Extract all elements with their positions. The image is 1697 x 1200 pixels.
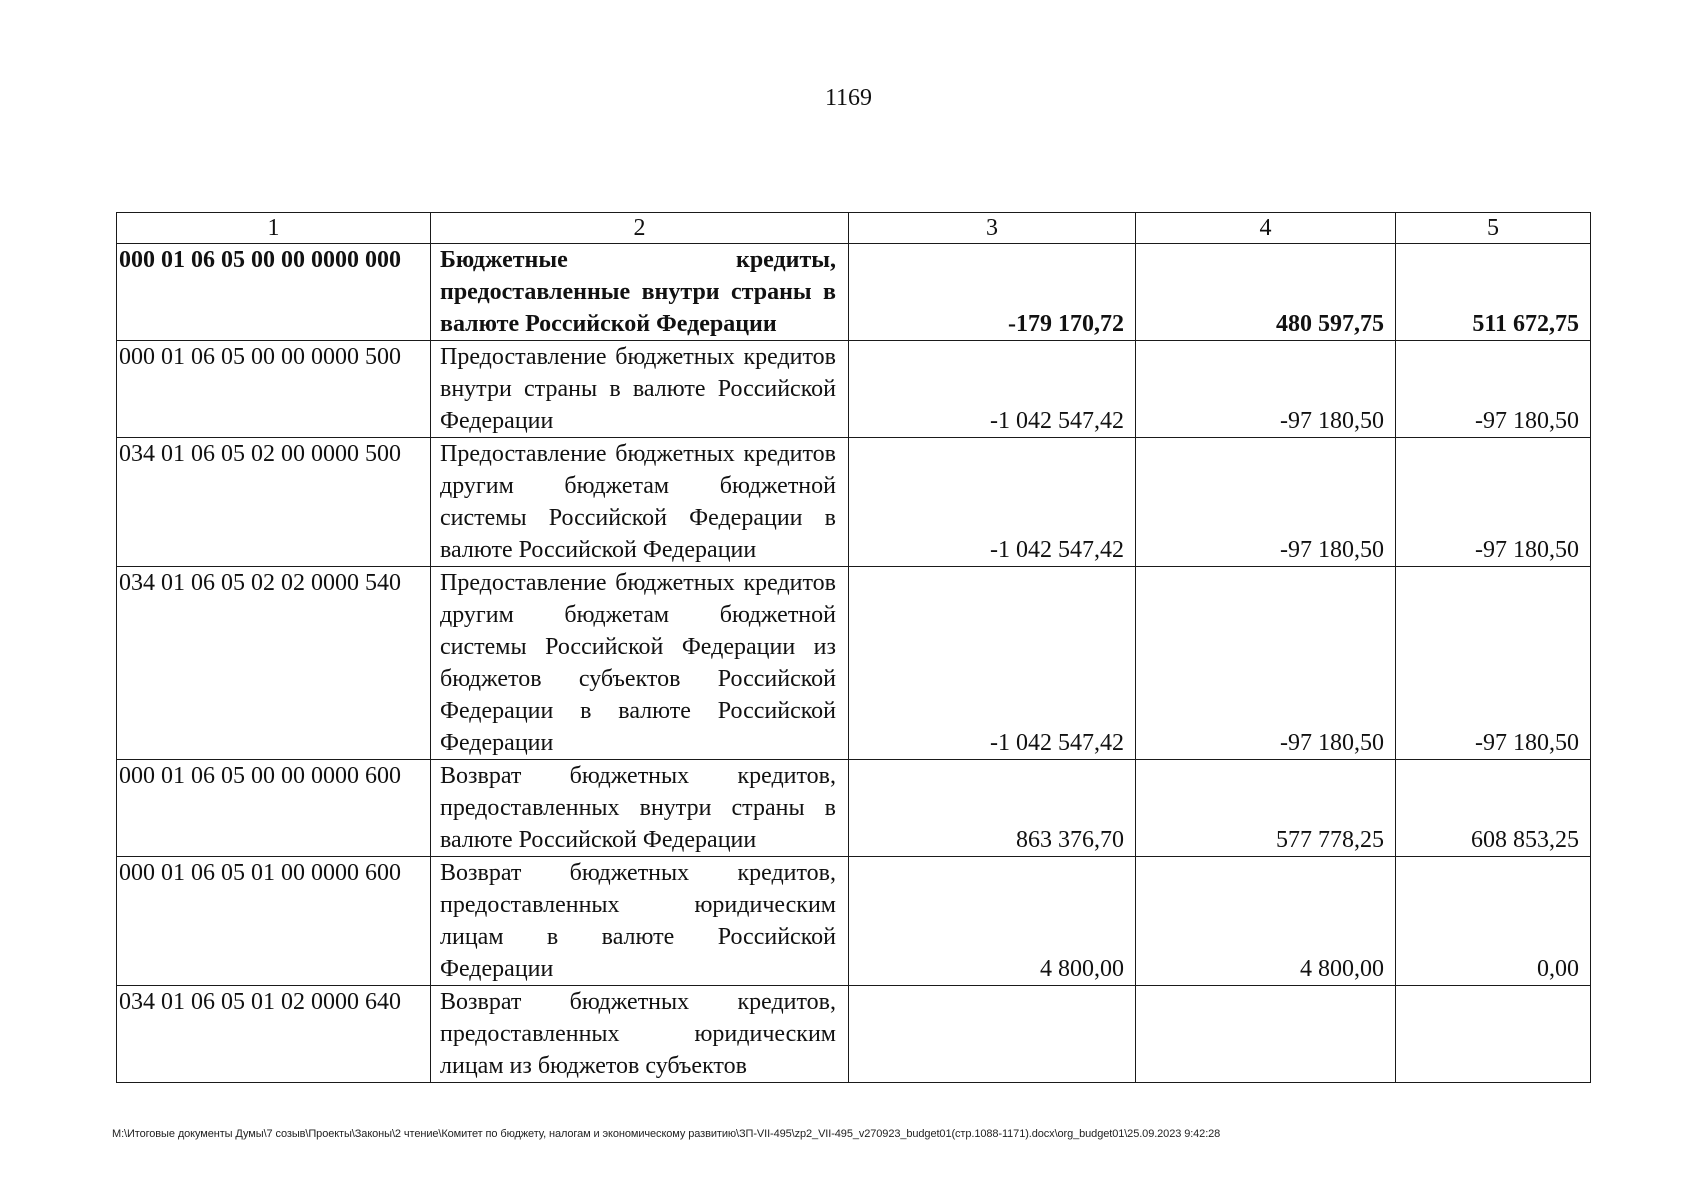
row-description: Возврат бюджетных кредитов, предоставленных внутри страны в валюте Российской Федерации	[431, 760, 849, 857]
value-col5: 0,00	[1396, 857, 1591, 986]
value-col5	[1396, 986, 1591, 1083]
column-header-2: 2	[431, 213, 849, 244]
budget-code: 000 01 06 05 00 00 0000 000	[117, 244, 431, 341]
budget-code: 000 01 06 05 00 00 0000 600	[117, 760, 431, 857]
column-header-5: 5	[1396, 213, 1591, 244]
value-col4: -97 180,50	[1136, 438, 1396, 567]
budget-code: 000 01 06 05 00 00 0000 500	[117, 341, 431, 438]
value-col3	[849, 986, 1136, 1083]
value-col4	[1136, 986, 1396, 1083]
value-col3: 4 800,00	[849, 857, 1136, 986]
value-col5: -97 180,50	[1396, 438, 1591, 567]
budget-code: 034 01 06 05 02 00 0000 500	[117, 438, 431, 567]
footer-file-path: М:\Итоговые документы Думы\7 созыв\Проекты\Законы\2 чтение\Комитет по бюджету, налогам и экономическому развитию\ЗП-VII-495\zp2_VII-495_v270923_budget01(стр.1088-1171).docx\org_budget01\25.09.2023 9:42:28	[112, 1128, 1221, 1140]
budget-code: 000 01 06 05 01 00 0000 600	[117, 857, 431, 986]
budget-code: 034 01 06 05 01 02 0000 640	[117, 986, 431, 1083]
value-col5: -97 180,50	[1396, 567, 1591, 760]
table-row	[117, 986, 1591, 1083]
table-row	[117, 857, 1591, 986]
value-col3: -1 042 547,42	[849, 341, 1136, 438]
value-col5: 608 853,25	[1396, 760, 1591, 857]
row-description: Предоставление бюджетных кредитов внутри страны в валюте Российской Федерации	[431, 341, 849, 438]
table-row	[117, 567, 1591, 760]
row-description: Бюджетные кредиты, предоставленные внутри страны в валюте Российской Федерации	[431, 244, 849, 341]
row-description: Возврат бюджетных кредитов, предоставленных юридическим лицам из бюджетов субъектов	[431, 986, 849, 1083]
row-description: Предоставление бюджетных кредитов другим бюджетам бюджетной системы Российской Федерации из бюджетов субъектов Российской Федерации в валюте Российской Федерации	[431, 567, 849, 760]
value-col5: -97 180,50	[1396, 341, 1591, 438]
value-col3: -1 042 547,42	[849, 567, 1136, 760]
value-col4: 4 800,00	[1136, 857, 1396, 986]
table-row	[117, 244, 1591, 341]
value-col4: 577 778,25	[1136, 760, 1396, 857]
table-row	[117, 760, 1591, 857]
value-col3: -179 170,72	[849, 244, 1136, 341]
value-col4: -97 180,50	[1136, 567, 1396, 760]
table-header-row	[117, 213, 1591, 244]
row-description: Предоставление бюджетных кредитов другим бюджетам бюджетной системы Российской Федерации в валюте Российской Федерации	[431, 438, 849, 567]
value-col4: 480 597,75	[1136, 244, 1396, 341]
value-col3: -1 042 547,42	[849, 438, 1136, 567]
column-header-1: 1	[117, 213, 431, 244]
page-number: 1169	[824, 85, 873, 111]
table-row	[117, 341, 1591, 438]
column-header-3: 3	[849, 213, 1136, 244]
value-col3: 863 376,70	[849, 760, 1136, 857]
row-description: Возврат бюджетных кредитов, предоставленных юридическим лицам в валюте Российской Федерации	[431, 857, 849, 986]
column-header-4: 4	[1136, 213, 1396, 244]
value-col5: 511 672,75	[1396, 244, 1591, 341]
budget-table	[116, 212, 1591, 1083]
table-row	[117, 438, 1591, 567]
value-col4: -97 180,50	[1136, 341, 1396, 438]
budget-code: 034 01 06 05 02 02 0000 540	[117, 567, 431, 760]
